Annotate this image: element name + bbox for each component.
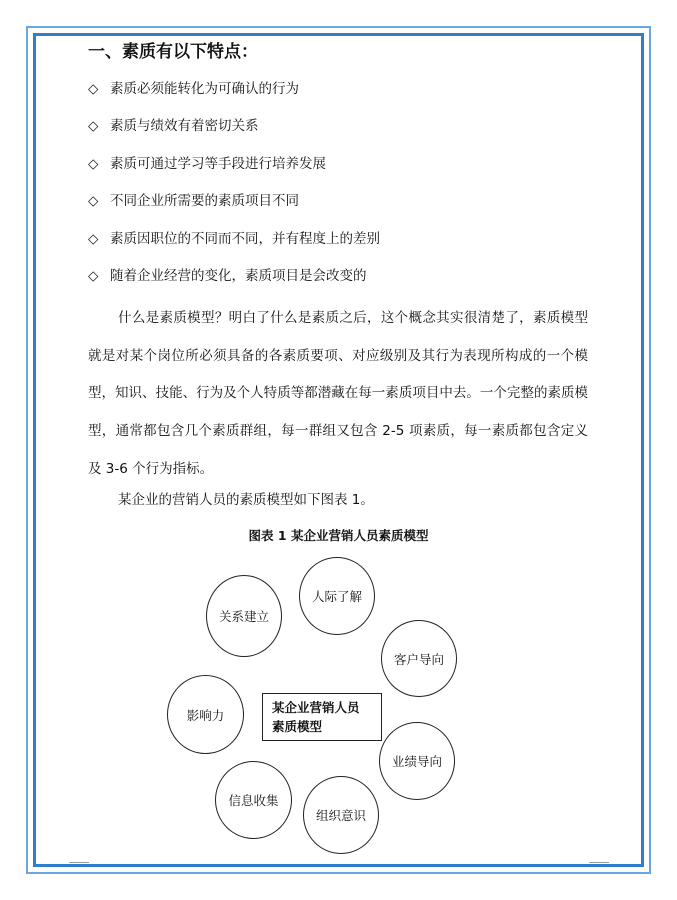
list-item: ◇ 不同企业所需要的素质项目不同 [88, 190, 380, 227]
diamond-bullet-icon: ◇ [88, 193, 99, 210]
section-heading: 一、素质有以下特点： [88, 42, 258, 62]
diagram-center-box: 某企业营销人员 素质模型 [262, 693, 382, 741]
diamond-bullet-icon: ◇ [88, 155, 99, 172]
list-item: ◇ 素质可通过学习等手段进行培养发展 [88, 153, 380, 190]
list-item: ◇ 素质必须能转化为可确认的行为 [88, 78, 380, 115]
feature-list [88, 78, 380, 302]
diagram-node: 信息收集 [215, 761, 292, 839]
diagram-node: 组织意识 [303, 776, 379, 854]
diamond-bullet-icon: ◇ [88, 230, 99, 247]
figure-caption: 图表 1 某企业营销人员素质模型 [248, 528, 429, 543]
diagram-node: 关系建立 [206, 575, 282, 657]
figure-intro-paragraph: 某企业的营销人员的素质模型如下图表 1。 [118, 492, 374, 508]
corner-mark-left [69, 862, 89, 863]
diagram-node: 人际了解 [299, 557, 375, 635]
diamond-bullet-icon: ◇ [88, 118, 99, 135]
diamond-bullet-icon: ◇ [88, 267, 99, 284]
list-item: ◇ 素质因职位的不同而不同，并有程度上的差别 [88, 228, 380, 265]
diamond-bullet-icon: ◇ [88, 81, 99, 97]
diagram-node: 业绩导向 [379, 722, 455, 800]
list-item: ◇ 素质与绩效有着密切关系 [88, 115, 380, 152]
list-item: ◇ 随着企业经营的变化，素质项目是会改变的 [88, 265, 380, 302]
corner-mark-right [589, 862, 609, 863]
body-paragraph: 什么是素质模型？明白了什么是素质之后，这个概念其实很清楚了，素质模型就是对某个岗位所必须具备的各素质要项、对应级别及其行为表现所构成的一个模型，知识、技能、行为及个人特质等都潜藏在每一素质项目中去。一个完整的素质模型，通常都包含几个素质群组，每一群组又包含 2-5 项素质，每一素质都包含定义及 3-6 个行为指标。 [88, 310, 588, 477]
diagram-node: 客户导向 [381, 620, 457, 697]
diagram-node: 影响力 [167, 675, 244, 754]
